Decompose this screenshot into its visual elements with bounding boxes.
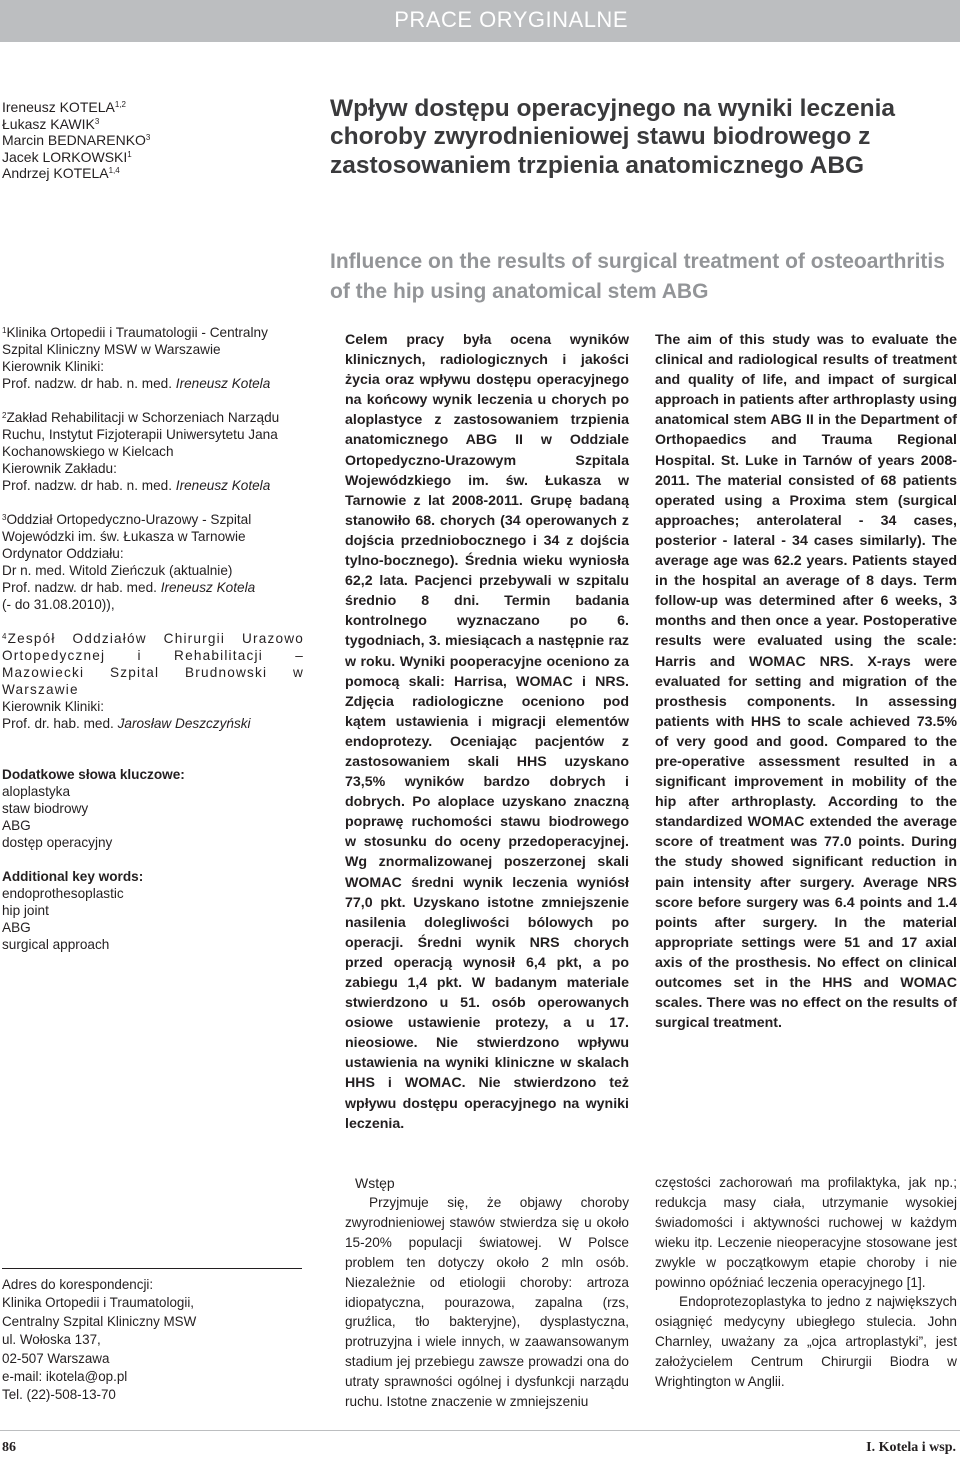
author: Marcin BEDNARENKO$^3$ [2,132,151,149]
keyword: surgical approach [2,937,110,952]
keyword: aloplastyka [2,784,71,799]
keywords-pl-heading: Dodatkowe słowa kluczowe: [2,767,185,782]
keyword: ABG [2,920,31,935]
email-link[interactable]: e-mail: ikotela@op.pl [2,1369,128,1385]
keyword: endoprothesoplastic [2,886,124,901]
affiliations [2,324,304,953]
keywords-pl [2,766,304,851]
paragraph: częstości zachorowań ma profilaktyka, jak np.; redukcja masy ciała, utrzymanie wysokiej świadomości i aktywności ruchowej w każdym wieku itp. Leczenie nieoperacyjne stosowane jest zwykle w początkowym etapie choroby i nie powinno opóźniać leczenia operacyjnego [1]. [655,1175,957,1290]
keyword: ABG [2,818,31,833]
footer-divider [0,1430,960,1431]
page-number: 86 [2,1440,16,1455]
intro-text-col3 [655,1173,957,1392]
abstract-pl: Celem pracy była ocena wyników klinicznych, radiologicznych i jakości życia oraz wpływu dostępu operacyjnego na końcowy wynik leczenia u chorych po aloplastyce z zastosowaniem trzpienia anatomicznego ABG II w Oddziale Ortopedyczno-Urazowym Szpitala Wojewódzkiego im. św. Łukasza w Tarnowie z lat 2008-2011. Grupę badaną stanowiło 68. chorych (34 operowanych z dojścia przedniobocznego i 34 z dojścia tylno-bocznego). Średnia wieku wyniosła 62,2 lata. Pacjenci przebywali w szpitalu średnio 8 dni. Termin badania kontrolnego wyznaczano po 6. tygodniach, 3. miesiącach a następnie raz w roku. Wyniki pooperacyjne oceniono za pomocą skali: Harrisa, WOMAC i NRS. Zdjęcia radiologiczne oceniono pod kątem ustawienia i migracji elementów endoprotezy. Oceniając pacjentów z zastosowaniem skali HHS uzyskano 73,5% wyników bardzo dobrych i dobrych. Po aloplace uzyskano znaczną poprawę ruchomości stawu biodrowego w stosunku do oceny przedoperacyjnej. Wg znormalizowanej poszerzonej skali WOMAC średni wynik leczenia wyniósł 77,0 pkt. Uzyskano istotne zmniejszenie nasilenia dolegliwości bólowych po operacji. Średni wynik NRS chorych przed operacją wynosił 6,4 pkt, a po zabiegu 1,4 pkt. W badanym materiale stwierdzono u 51. osób operowanych osiowe ustawienie protezy, a u 17. nieosiowe. Nie stwierdzono wpływu ustawienia na wyniki kliniczne w skalach HHS i WOMAC. Nie stwierdzono też wpływu dostępu operacyjnego na wyniki leczenia. [345,332,629,1132]
address-line: 02-507 Warszawa [2,1350,110,1366]
author: Ireneusz KOTELA$^{1,2}$ [2,99,126,115]
affiliation-4: $^4$Zespół Oddziałów Chirurgii Urazowo Ortopedycznej i Rehabilitacji – Mazowiecki Szpital Brudnowski w Warszawie Kierownik Kliniki: Prof. dr. hab. med. Jarosław Deszczyński [2,631,304,731]
keywords-en-heading: Additional key words: [2,869,144,884]
correspondence-address [2,1276,196,1405]
author: Andrzej KOTELA$^{1,4}$ [2,165,120,182]
address-line: Tel. (22)-508-13-70 [2,1387,116,1403]
intro-heading: Wstęp [355,1175,395,1191]
section-label: PRACE ORYGINALNE [394,7,628,32]
keyword: staw biodrowy [2,801,89,816]
affiliation-2: $^2$Zakład Rehabilitacji w Schorzeniach Narządu Ruchu, Instytut Fizjoterapii Uniwersytetu Jana Kochanowskiego w Kielcach Kierownik Zakładu: Prof. nadzw. dr hab. n. med. Ireneusz Kotela [2,410,280,493]
divider [2,1268,302,1269]
article-subtitle-en: Influence on the results of surgical treatment of osteoarthritis of the hip using anatomical stem ABG [330,250,945,303]
address-line: Adres do korespondencji: [2,1277,154,1292]
address-line: ul. Wołoska 137, [2,1332,101,1348]
article-title: Wpływ dostępu operacyjnego na wyniki leczenia choroby zwyrodnieniowej stawu biodrowego z zastosowaniem trzpienia anatomicznego ABG [330,95,895,179]
author-list [2,99,150,182]
intro-text-col2: Przyjmuje się, że objawy choroby zwyrodnieniowej stawów stwierdza się u około 15-20% populacji światowej. W Polsce problem ten dotyczy około 2 mln osób. Niezależnie od etiologii choroby: artroza idiopatyczna, pourazowa, zapalna (rzs, gruźlica, tło bakteryjne), dysplastyczna, protruzyjna i wiele innych, w zaawansowanym stadium jej przebiegu zawsze prowadzi ona do utraty sprawności ogólnej i dysfunkcji narządu ruchu. Istotne znaczenie w zmniejszeniu [345,1195,629,1410]
running-author: I. Kotela i wsp. [866,1440,956,1455]
affiliation-3: $^3$Oddział Ortopedyczno-Urazowy - Szpital Wojewódzki im. św. Łukasza w Tarnowie Ordynator Oddziału: Dr n. med. Witold Zieńczuk (aktualnie) Prof. nadzw. dr hab. med. Ireneusz Kotela (- do 31.08.2010)), [2,512,256,612]
section-banner [0,0,960,42]
address-line: Klinika Ortopedii i Traumatologii, [2,1295,195,1311]
keyword: hip joint [2,903,49,918]
abstract-en: The aim of this study was to evaluate the clinical and radiological results of treatment and quality of life, and impact of surgical approach in patients after arthroplasty using anatomical stem ABG II in the Department of Orthopaedics and Trauma Regional Hospital. St. Luke in Tarnów of years 2008-2011. The material consisted of 68 patients operated using a Proxima stem (surgical approaches; anterolateral - 34 cases, posterior - lateral - 34 cases similarly). The average age was 62.2 years. Patients stayed in the hospital an average of 8 days. Term follow-up was determined after 6 weeks, 3 months and then once a year. Postoperative results were evaluated using the scale: Harris and WOMAC NRS. X-rays were evaluated for setting and migration of the prosthesis components. In assessing patients with HHS to scale achieved 73.5% of very good and good. Compared to the pre-operative assessment resulted in a significant improvement in mobility of the hip after arthroplasty. According to the standardized WOMAC extended the average score of treatment was 77.0 points. During the study showed significant reduction in pain intensity after surgery. Average NRS score before surgery was 6.4 points and 1.4 points after surgery. In the material appropriate settings were 51 and 17 axial axis of the prosthesis. No effect on clinical outcomes set in the HHS and WOMAC scales. There was no effect on the results of surgical treatment. [655,332,957,1032]
keyword: dostęp operacyjny [2,835,113,850]
affiliation-1: $^1$Klinika Ortopedii i Traumatologii - Centralny Szpital Kliniczny MSW w Warszawie Kierownik Kliniki: Prof. nadzw. dr hab. n. med. Ireneusz Kotela [2,325,271,391]
address-line: Centralny Szpital Kliniczny MSW [2,1313,197,1329]
author: Łukasz KAWIK$^3$ [2,115,100,132]
author: Jacek LORKOWSKI$^1$ [2,148,132,165]
keywords-en [2,868,304,953]
paragraph: Endoprotezoplastyka to jedno z największych osiągnięć medycyny ubiegłego stulecia. John Charnley, uważany za „ojca artroplastyki”, jest założycielem Centrum Chirurgii Biodra w Wrightington w Anglii. [655,1294,957,1390]
